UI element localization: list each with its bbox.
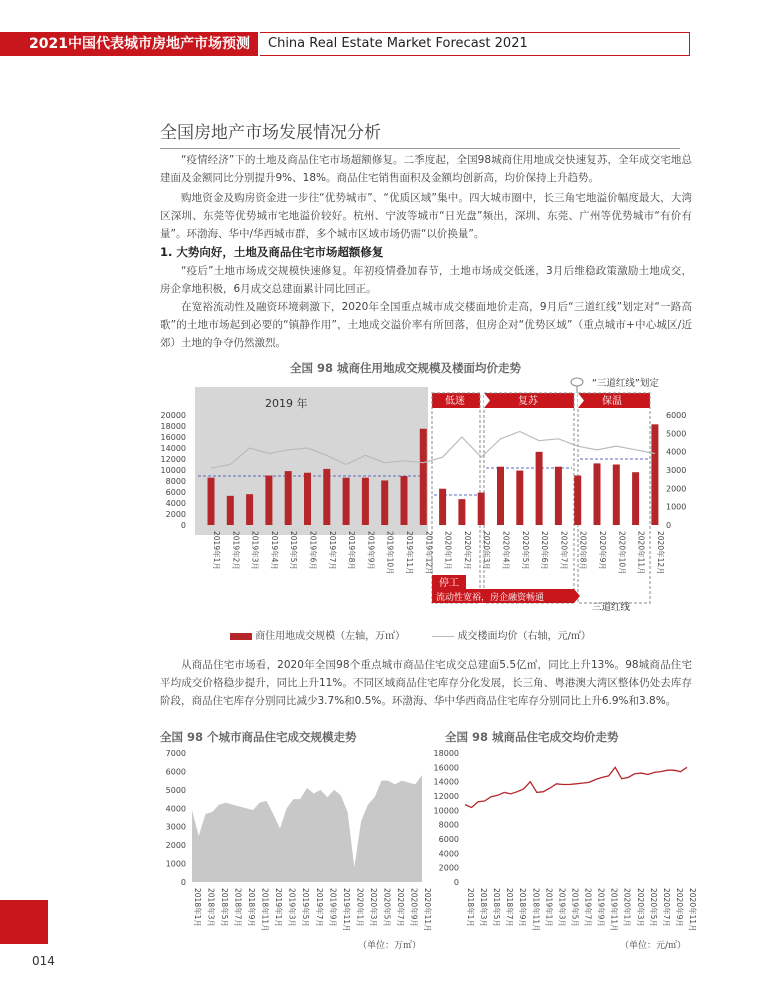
x-axis-label: 2020年5月 xyxy=(520,531,530,570)
volume-bar xyxy=(401,476,408,525)
left-chart-x-label: 2018年5月 xyxy=(220,888,230,927)
right-chart-x-label: 2020年11月 xyxy=(688,888,697,932)
left-chart-x-label: 2019年11月 xyxy=(341,888,351,932)
left-chart-x-label: 2018年7月 xyxy=(233,888,243,927)
volume-bar xyxy=(632,472,639,525)
left-chart-tick: 0 xyxy=(180,878,186,887)
right-chart-tick: 10000 xyxy=(433,806,459,816)
x-axis-label: 2020年4月 xyxy=(501,531,511,570)
x-axis-label: 2020年11月 xyxy=(636,531,646,575)
right-chart-x-label: 2019年9月 xyxy=(596,888,606,927)
volume-bar xyxy=(594,463,601,525)
label-three-red-lines-top: “三道红线”划定 xyxy=(592,378,659,389)
x-axis-label: 2020年6月 xyxy=(540,531,550,570)
left-chart-unit: （单位：万㎡） xyxy=(358,941,422,951)
label-cooling: 保温 xyxy=(602,396,622,407)
right-axis-tick: 1000 xyxy=(666,502,687,512)
right-axis-tick: 2000 xyxy=(666,484,687,494)
legend-line-label: 成交楼面均价（右轴，元/㎡） xyxy=(457,631,591,642)
right-chart-tick: 16000 xyxy=(433,763,459,773)
right-chart-unit: （单位：元/㎡） xyxy=(620,941,687,951)
volume-bar xyxy=(246,494,253,525)
left-chart-x-label: 2020年5月 xyxy=(382,888,392,927)
right-chart-tick: 14000 xyxy=(433,777,459,787)
paragraph-2: 购地资金及购房资金进一步往“优势城市”、“优质区域”集中。四大城市圈中，长三角宅地溢价幅度最大，大湾区深圳、东莞等优势城市宅地溢价较好。杭州、宁波等城市“日光盘”频出，深圳、东莞、广州等优势城市“有价有量”。环渤海、华中/华西城市群，多个城市区域市场仍需“以价换量”。 xyxy=(160,192,692,240)
x-axis-label: 2019年1月 xyxy=(212,531,221,570)
right-chart-tick: 12000 xyxy=(433,792,459,801)
x-axis-label: 2020年12月 xyxy=(655,531,665,575)
volume-bar xyxy=(536,452,543,525)
left-chart-tick: 2000 xyxy=(165,841,186,851)
volume-bar xyxy=(497,467,504,525)
right-axis-tick: 5000 xyxy=(666,429,687,439)
x-axis-label: 2019年6月 xyxy=(308,531,318,570)
volume-area xyxy=(192,775,422,882)
right-chart-x-label: 2018年7月 xyxy=(505,888,515,927)
x-axis-label: 2020年1月 xyxy=(443,531,453,570)
left-chart-x-label: 2018年3月 xyxy=(206,888,216,927)
volume-bar xyxy=(439,489,446,525)
three-red-lines-marker xyxy=(571,378,583,386)
liquidity-arrow xyxy=(574,589,580,603)
right-chart-tick: 18000 xyxy=(433,749,459,758)
left-axis-tick: 16000 xyxy=(160,433,186,442)
left-axis-tick: 14000 xyxy=(160,444,186,453)
left-axis-tick: 18000 xyxy=(160,422,186,431)
right-chart-x-label: 2019年11月 xyxy=(609,888,619,932)
x-axis-label: 2019年11月 xyxy=(405,531,414,575)
x-axis-label: 2019年7月 xyxy=(327,531,337,570)
legend-bar-swatch xyxy=(230,633,252,640)
label-low: 低迷 xyxy=(445,396,465,407)
left-axis-tick: 2000 xyxy=(165,510,186,519)
right-chart-x-label: 2020年9月 xyxy=(674,888,684,927)
x-axis-label: 2019年9月 xyxy=(366,531,376,570)
label-liquidity: 流动性宽裕，房企融资畅通 xyxy=(436,593,545,603)
x-axis-label: 2020年9月 xyxy=(598,531,607,570)
left-chart-x-label: 2018年11月 xyxy=(260,888,270,932)
price-trend-line xyxy=(465,767,687,807)
left-chart-tick: 6000 xyxy=(165,767,186,777)
volume-bar xyxy=(285,471,292,525)
x-axis-label: 2020年7月 xyxy=(559,531,569,570)
left-chart-x-label: 2020年9月 xyxy=(409,888,419,927)
left-chart-x-label: 2019年1月 xyxy=(274,888,284,927)
right-chart-tick: 6000 xyxy=(438,835,459,844)
volume-bar xyxy=(555,467,562,525)
volume-bar xyxy=(265,476,272,526)
right-axis-tick: 4000 xyxy=(666,447,687,457)
volume-bar xyxy=(478,493,485,525)
left-chart-tick: 7000 xyxy=(165,749,186,758)
left-axis-tick: 0 xyxy=(180,521,186,530)
left-chart-x-label: 2020年11月 xyxy=(423,888,432,932)
right-chart-x-label: 2018年1月 xyxy=(466,888,475,927)
legend-line-swatch xyxy=(432,636,454,637)
left-chart-title: 全国 98 个城市商品住宅成交规模走势 xyxy=(160,730,357,744)
left-chart-x-label: 2018年1月 xyxy=(193,888,202,927)
right-chart-x-label: 2019年1月 xyxy=(544,888,554,927)
main-chart-title: 全国 98 城商住用地成交规模及楼面均价走势 xyxy=(290,361,522,375)
volume-bar xyxy=(420,429,427,525)
label-2019: 2019 年 xyxy=(265,397,308,410)
x-axis-label: 2019年5月 xyxy=(289,531,299,570)
x-axis-label: 2019年3月 xyxy=(250,531,260,570)
left-chart xyxy=(160,745,430,935)
x-axis-label: 2020年3月 xyxy=(482,531,492,570)
header-en-title: China Real Estate Market Forecast 2021 xyxy=(260,32,690,56)
left-axis-tick: 20000 xyxy=(160,411,186,420)
left-axis-tick: 6000 xyxy=(165,488,186,497)
volume-bar xyxy=(362,478,369,525)
right-chart-x-label: 2018年9月 xyxy=(518,888,528,927)
left-chart-tick: 5000 xyxy=(165,785,186,795)
right-chart-x-label: 2018年3月 xyxy=(479,888,489,927)
x-axis-label: 2019年8月 xyxy=(347,531,357,570)
left-chart-x-label: 2020年7月 xyxy=(395,888,405,927)
right-chart-x-label: 2020年3月 xyxy=(635,888,645,927)
left-chart-x-label: 2020年1月 xyxy=(355,888,365,927)
right-chart-tick: 0 xyxy=(453,878,459,887)
volume-bar xyxy=(381,480,388,525)
paragraph-4: 在宽裕流动性及融资环境刺激下，2020年全国重点城市成交楼面地价走高，9月后“三道红线”划定对“一路高歌”的土地市场起到必要的“镇静作用”，土地成交溢价率有所回落，但房企对“优势区域”（重点城市+中心城区/近郊）土地的争夺仍然激烈。 xyxy=(160,301,692,349)
label-recovery: 复苏 xyxy=(518,396,538,407)
corner-block xyxy=(0,900,48,944)
header-cn-title: 2021中国代表城市房地产市场预测 xyxy=(0,32,258,56)
volume-bar xyxy=(574,476,581,526)
right-chart-tick: 8000 xyxy=(438,820,459,830)
left-axis-tick: 8000 xyxy=(165,477,186,486)
right-chart-x-label: 2018年5月 xyxy=(492,888,502,927)
right-axis-tick: 3000 xyxy=(666,466,687,475)
right-chart-x-label: 2019年3月 xyxy=(557,888,567,927)
right-chart-x-label: 2020年1月 xyxy=(622,888,632,927)
x-axis-label: 2019年12月 xyxy=(424,531,434,575)
left-chart-tick: 1000 xyxy=(165,859,186,869)
volume-bar xyxy=(343,478,350,525)
section-title: 全国房地产市场发展情况分析 xyxy=(160,120,680,149)
main-chart xyxy=(160,375,690,625)
x-axis-label: 2020年10月 xyxy=(617,531,627,575)
left-chart-x-label: 2019年5月 xyxy=(301,888,311,927)
left-chart-x-label: 2020年3月 xyxy=(368,888,378,927)
volume-bar xyxy=(651,424,658,525)
volume-bar xyxy=(613,465,620,526)
x-axis-label: 2020年8月 xyxy=(578,531,588,570)
volume-bar xyxy=(323,469,330,525)
label-three-red-lines-bottom: 三道红线 xyxy=(592,602,631,613)
left-axis-tick: 12000 xyxy=(160,455,186,464)
right-chart-x-label: 2020年5月 xyxy=(648,888,658,927)
paragraph-5: 从商品住宅市场看，2020年全国98个重点城市商品住宅成交总建面5.5亿㎡，同比上升13%。98城商品住宅平均成交价格稳步提升，同比上升11%。不同区域商品住宅库存分化发展，长三角、粤港澳大湾区整体仍处去库存阶段，商品住宅库存分别同比减少3.7%和0.5%。环渤海、华中华西商品住宅库存分别同比上升6.9%和3.8%。 xyxy=(160,659,692,707)
x-axis-label: 2019年10月 xyxy=(385,531,395,575)
legend-bar-label: 商住用地成交规模（左轴，万㎡） xyxy=(255,631,406,642)
right-chart-x-label: 2018年11月 xyxy=(531,888,541,932)
right-chart-tick: 2000 xyxy=(438,863,459,873)
right-chart-x-label: 2020年7月 xyxy=(661,888,671,927)
right-chart-tick: 4000 xyxy=(438,849,459,859)
volume-bar xyxy=(208,478,215,525)
left-chart-x-label: 2019年3月 xyxy=(287,888,297,927)
left-chart-tick: 4000 xyxy=(165,804,186,814)
left-chart-tick: 3000 xyxy=(165,822,186,832)
right-chart-x-label: 2019年5月 xyxy=(570,888,580,927)
volume-bar xyxy=(458,499,465,525)
paragraph-3: “疫后”土地市场成交规模快速修复。年初疫情叠加春节，土地市场成交低迷，3月后维稳政策激励土地成交，房企拿地积极，6月成交总建面累计同比回正。 xyxy=(160,265,692,295)
x-axis-label: 2019年4月 xyxy=(269,531,279,570)
left-chart-x-label: 2018年9月 xyxy=(247,888,257,927)
volume-bar xyxy=(304,473,311,525)
right-axis-tick: 6000 xyxy=(666,411,687,420)
left-chart-x-label: 2019年7月 xyxy=(314,888,324,927)
volume-bar xyxy=(516,471,523,525)
page-number: 014 xyxy=(32,954,55,968)
paragraph-1: “疫情经济”下的土地及商品住宅市场超额修复。二季度起，全国98城商住用地成交快速复苏，全年成交宅地总建面及金额同比分别提升9%、18%。商品住宅销售面积及金额均创新高，均价保持上升趋势。 xyxy=(160,154,692,184)
x-axis-label: 2020年2月 xyxy=(462,531,472,570)
right-axis-tick: 0 xyxy=(666,521,672,530)
volume-bar xyxy=(227,496,234,525)
left-axis-tick: 10000 xyxy=(160,466,186,475)
right-chart-x-label: 2019年7月 xyxy=(583,888,593,927)
right-chart-title: 全国 98 城商品住宅成交均价走势 xyxy=(445,730,619,744)
x-axis-label: 2019年2月 xyxy=(231,531,241,570)
main-chart-legend xyxy=(230,627,630,643)
right-chart xyxy=(425,745,695,935)
label-stop: 停工 xyxy=(439,578,459,589)
left-chart-x-label: 2019年9月 xyxy=(328,888,338,927)
subheading: 1. 大势向好，土地及商品住宅市场超额修复 xyxy=(160,245,384,259)
left-axis-tick: 4000 xyxy=(165,499,186,508)
